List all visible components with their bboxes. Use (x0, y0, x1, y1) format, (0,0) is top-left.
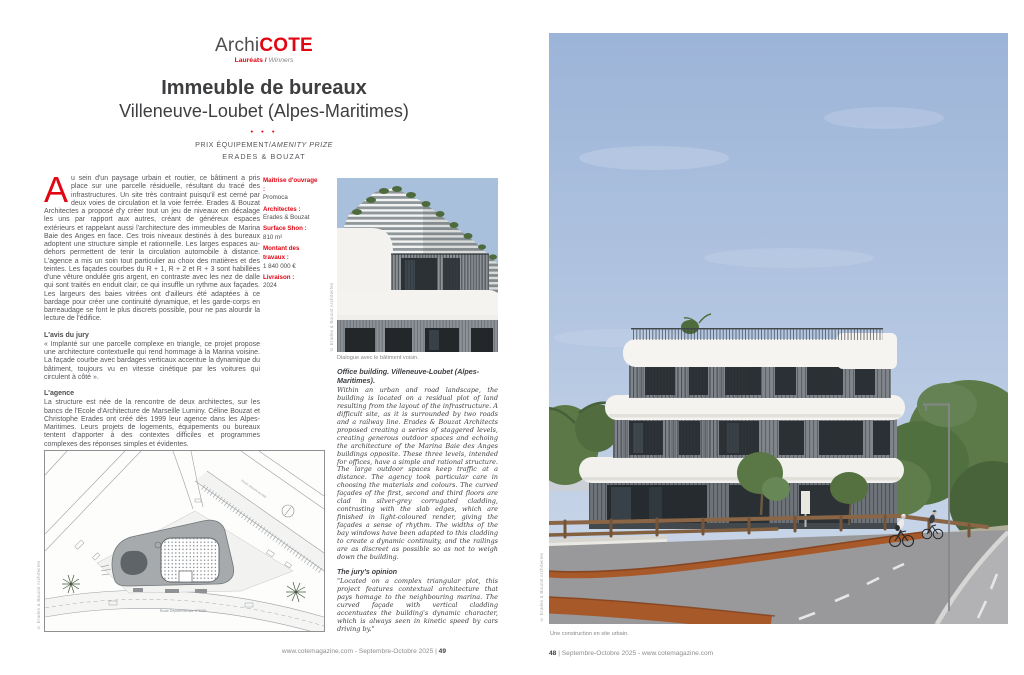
logo-tagline (8, 57, 520, 64)
tagline-fr: Lauréats / (234, 57, 267, 64)
logo-archi: Archi (215, 35, 260, 56)
plan-road-label: Route Départementale N°6098 (159, 609, 207, 613)
fact-value: Promoca (263, 194, 288, 202)
building-photo-small-svg (337, 178, 498, 352)
article-body-en (337, 387, 498, 633)
page-number-right: 48 (549, 650, 557, 657)
fact-label: Architectes : (263, 205, 301, 213)
fact-value: 1 840 000 € (263, 262, 296, 270)
article-body-fr (44, 169, 260, 449)
article-title: Immeuble de bureaux (161, 77, 367, 99)
fact-cost (263, 245, 319, 271)
building-photo-large (549, 33, 1008, 624)
fact-label: Montant des travaux : (263, 245, 300, 261)
site-plan-drawing (45, 451, 324, 631)
fact-label: Maîtrise d'ouvrage : (263, 177, 318, 193)
fact-client (263, 177, 319, 203)
photo-column (337, 178, 498, 633)
project-facts (263, 177, 319, 294)
jury-heading-fr: L'avis du jury (44, 331, 89, 339)
photo-credit-vertical: © Erades & Bouzat Architectes (36, 560, 41, 630)
jury-text-en: "Located on a complex triangular plot, this project features contextual architecture that pays homage to the neighbouring marina. The curved façade with vertical cladding accentuates the building's dynamic character, which is always seen in kinetic speed by cars driving by." (337, 577, 498, 633)
building-photo-small (337, 178, 498, 352)
page-footer-right (549, 650, 713, 657)
fact-surface (263, 225, 319, 242)
separator-dots: • • • (250, 127, 278, 136)
footer-divider: | (435, 648, 437, 655)
footer-left-text: www.cotemagazine.com - Septembre-Octobre 2025 (281, 648, 434, 655)
fact-value: 810 m² (263, 234, 283, 242)
building-photo-large-svg (549, 33, 1008, 624)
plan-road-label-2: Route Départementale (240, 478, 268, 500)
footer-divider: | (558, 650, 560, 657)
agency-text: La structure est née de la rencontre de deux architectes, sur les bancs de l'Ecole d'Architecture de Marseille Luminy. Céline Bouzat et Christophe Erades ont créé dès 1999 leur agence dans les Alpes-Maritimes. Leurs projets de logements, équipements ou bureaux tentent d'apporter à des contextes difficiles et programmes complexes des réponses simples et évidentes. (44, 399, 260, 448)
left-page-header (8, 36, 520, 161)
fact-architects (263, 206, 319, 223)
jury-text-fr: « Implanté sur une parcelle complexe en triangle, ce projet propose une architecture contextuelle qui rend hommage à la Marina voisine. La façade courbe avec bardages verticaux accentue la dynamique du bâtiment, toujours vu en vitesse cinétique par les voitures qui circulent à côté ». (44, 340, 260, 381)
drop-cap: A (44, 169, 69, 210)
fact-value: Erades & Bouzat (263, 214, 310, 222)
laureate-name: ERADES & BOUZAT (222, 152, 306, 161)
photo-caption-large: Une construction en site urbain. (550, 630, 629, 637)
fact-label: Livraison : (263, 273, 295, 281)
agency-heading: L'agence (44, 390, 75, 397)
jury-heading-en: The jury's opinion (337, 568, 397, 576)
tagline-en: Winners (268, 57, 294, 64)
intro-text: u sein d'un paysage urbain et routier, ce bâtiment a pris place sur une parcelle résiduelle, résultant du tracé des infrastructures. Un site très contraint puisqu'il est cerné par deux voies de circulation et la voie ferrée. Erades & Bouzat Architectes a proposé d'y créer tout un jeu de niveaux en décalage les uns par rapport aux autres, créant de généreux espaces extérieurs et rappelant aussi l'architecture des immeubles de Marina Baie des Anges en face. Ces trois niveaux destinés à des bureaux adoptent une structure simple et rationnelle. Les larges espaces au-dehors permettent de tenir la circulation automobile à distance. L'agence a mis un soin tout particulier au choix des matières et des teintes. Les façades courbes du R + 1, R + 2 et R + 3 sont habillées d'une vêture ondulée gris argent, en contraste avec les nez de dalle qui sont traités en enduit clair, ce qui insuffle un rythme aux façades. Les largeurs des baies vitrées ont d'ailleurs été adaptées à ce bardage pour créer une continuité dynamique, et les garde-corps en barreaudage se font le plus discrets possible, pour ne pas alourdir la lecture de l'édifice. (44, 175, 260, 323)
logo-cote: COTE (259, 35, 313, 56)
prize-label-en: AMENITY PRIZE (271, 140, 333, 149)
page-number-left: 49 (438, 648, 446, 655)
intro-paragraph (44, 169, 260, 324)
archicote-logo (8, 36, 520, 55)
prize-label-fr: PRIX ÉQUIPEMENT/ (195, 140, 272, 149)
photo-credit-vertical: © Erades & Bouzat Architectes (329, 282, 334, 352)
road-sign (801, 491, 810, 514)
article-subtitle: Villeneuve-Loubet (Alpes-Maritimes) (119, 101, 409, 121)
footer-right-text: Septembre-Octobre 2025 - www.cotemagazine.com (561, 650, 714, 657)
article-heading-en: Office building. Villeneuve-Loubet (Alpes-Maritimes). (337, 366, 480, 385)
photo-credit-vertical: © Erades & Bouzat Architectes (539, 552, 544, 622)
photo-caption-small: Dialogue avec le bâtiment voisin. (337, 354, 419, 361)
fact-delivery (263, 274, 319, 291)
fact-label: Surface Shon : (263, 225, 307, 233)
prize-line (8, 140, 520, 149)
page-footer-left (240, 648, 446, 655)
fact-value: 2024 (263, 282, 277, 290)
site-plan (44, 450, 325, 632)
en-body-text: Within an urban and road landscape, the building is located on a residual plot of land resulting from the layout of the infrastructure. A difficult site, as it is surrounded by two roads and a railway line. Erades & Bouzat Architects proposed creating a series of staggered levels, creating generous outdoor spaces and echoing the architecture of the Marina Baie des Anges buildings opposite. These three levels, intended for offices, have a simple and rational structure. The large outdoor spaces keep traffic at a distance. The agency took particular care in choosing the materials and colours. The curved façades of the first, second and third floors are clad in silver-grey corrugated cladding, contrasting with the slab edges, which are finished in light-coloured render, giving the façades a sense of rhythm. The widths of the bay windows have been adapted to this cladding to create a dynamic continuity, and the railings are as discreet as possible so as not to weigh down the building. (337, 386, 498, 561)
